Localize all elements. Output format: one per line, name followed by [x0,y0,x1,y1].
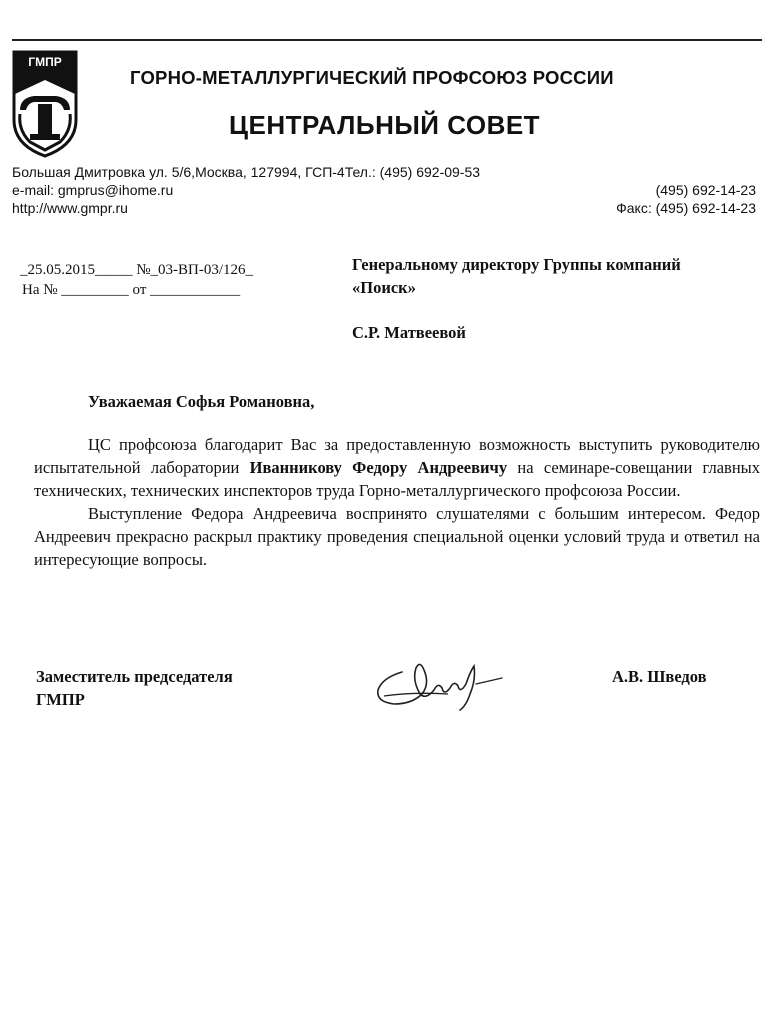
svg-text:ГМПР: ГМПР [28,55,62,69]
recipient-line1: Генеральному директору Группы компаний [352,255,681,274]
address: Большая Дмитровка ул. 5/6,Москва, 127994, ГСП-4Тел.: (495) 692-09-53 [12,164,481,180]
header-rule [12,39,762,41]
recipient-line2: «Поиск» [352,278,416,297]
fax: Факс: (495) 692-14-23 [616,200,756,216]
reply-to: На № _________ от ____________ [22,282,241,298]
date-number: _25.05.2015_____ №_03-ВП-03/126_ [20,262,254,278]
signatory-title-2: ГМПР [36,690,85,709]
signatory-name: А.В. Шведов [612,667,707,686]
greeting: Уважаемая Софья Романовна, [88,392,315,411]
gmpr-logo [12,50,78,158]
letter-body [34,433,760,571]
website: http://www.gmpr.ru [12,200,128,216]
phone-2: (495) 692-14-23 [655,182,756,198]
org-name: ГОРНО-МЕТАЛЛУРГИЧЕСКИЙ ПРОФСОЮЗ РОССИИ [130,67,614,88]
council-title: ЦЕНТРАЛЬНЫЙ СОВЕТ [229,110,541,140]
recipient-name: С.Р. Матвеевой [352,323,466,342]
paragraph-1-text-end: на семинаре-совещании главных технических, технических инспекторов труда Горно-металлургического профсоюза России. [34,458,760,500]
signatory-title-1: Заместитель председателя [36,667,233,686]
paragraph-2: Выступление Федора Андреевича воспринято слушателями с большим интересом. Федор Андреевич прекрасно раскрыл практику проведения специальной оценки условий труда и ответил на интересующие вопросы. [34,504,760,569]
paragraph-1-text: ЦС профсоюза благодарит Вас за предоставленную возможность выступить руководителю испытательной лаборатории [34,435,760,477]
email: e-mail: gmprus@ihome.ru [12,182,174,198]
paragraph-1 [34,433,760,502]
handwritten-signature [372,650,512,712]
paragraph-1-bold-name: Иванникову Федору Андреевичу [249,458,508,477]
